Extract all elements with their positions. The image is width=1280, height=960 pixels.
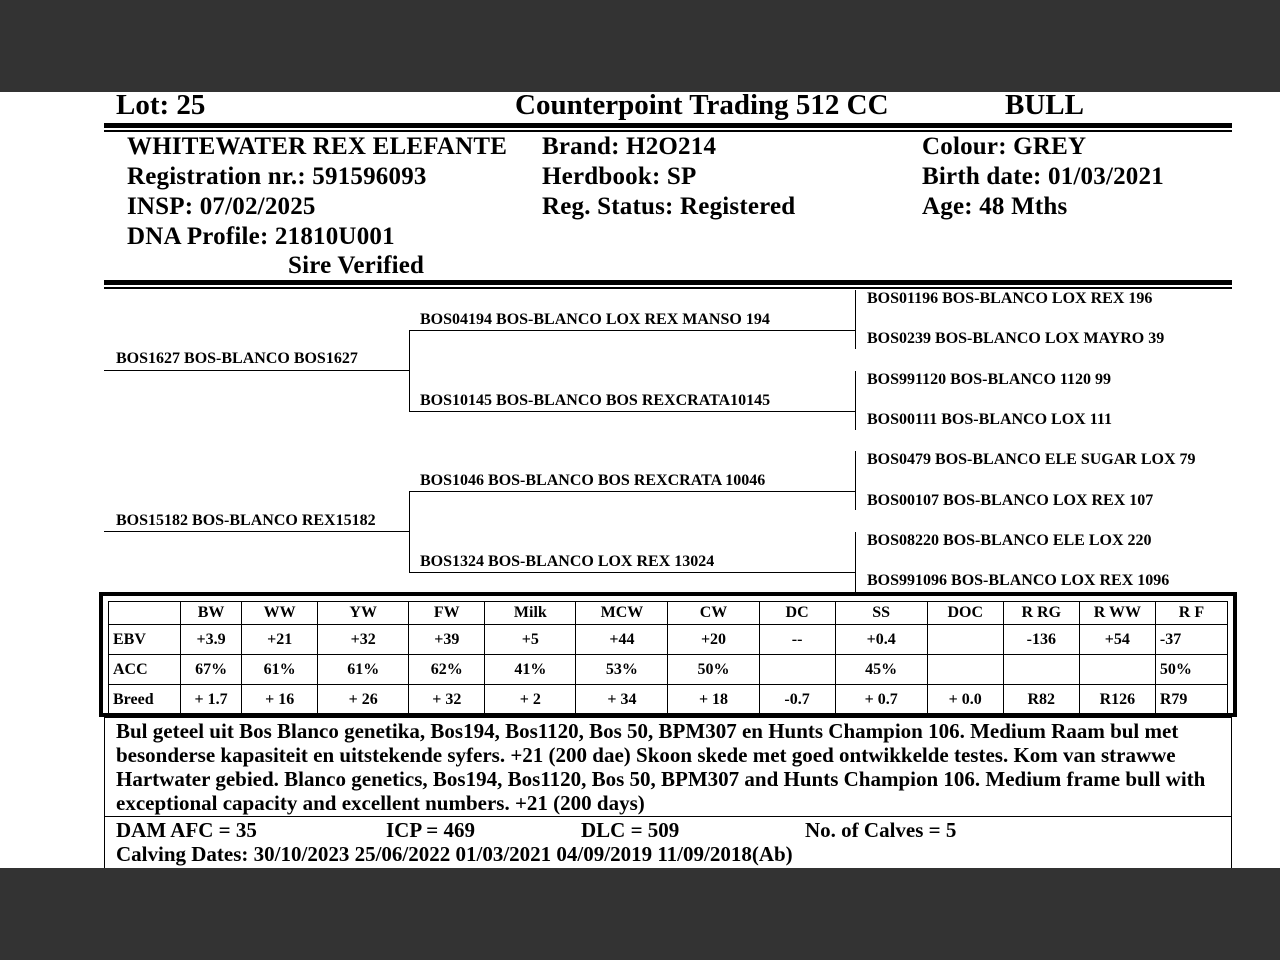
- ebv-table: [108, 601, 1228, 715]
- pedigree-line: [104, 531, 409, 532]
- brand: Brand: H2O214: [542, 133, 717, 160]
- ebv-row-label: Breed: [109, 685, 181, 715]
- ebv-column-header: MCW: [576, 602, 668, 625]
- description-text: Bul geteel uit Bos Blanco genetika, Bos194, Bos1120, Bos 50, BPM307 en Hunts Champion 106. Medium Raam bul met besonderse kapasiteit en uitstekende syfers. +21 (200 dae) Skoon skede met goed ontwikkelde testes. Kom van strawwe Hartwater gebied. Blanco genetics, Bos194, Bos1120, Bos 50, BPM307 and Hunts Champion 106. Medium frame bull with exceptional capacity and excellent numbers. +21 (200 days): [104, 717, 1232, 817]
- ebv-cell: +20: [668, 625, 759, 655]
- ebv-cell: 50%: [668, 655, 759, 685]
- ebv-column-header: FW: [409, 602, 485, 625]
- ebv-column-header: BW: [181, 602, 242, 625]
- pedigree-line: [409, 330, 856, 331]
- pedigree-great-grandparent: BOS991096 BOS-BLANCO LOX REX 1096: [867, 572, 1170, 589]
- ebv-row-label: EBV: [109, 625, 181, 655]
- ebv-cell: +0.4: [835, 625, 927, 655]
- number-of-calves: No. of Calves = 5: [805, 818, 957, 842]
- colour: Colour: GREY: [922, 133, 1087, 160]
- ebv-cell: + 34: [576, 685, 668, 715]
- pedigree-dam-dam: BOS1324 BOS-BLANCO LOX REX 13024: [420, 553, 715, 570]
- lot-label: [116, 92, 205, 120]
- ebv-cell: 41%: [485, 655, 576, 685]
- ebv-cell: + 18: [668, 685, 759, 715]
- ebv-cell: [927, 655, 1003, 685]
- pedigree-line: [409, 491, 410, 573]
- ebv-cell: [759, 655, 835, 685]
- ebv-cell: 62%: [409, 655, 485, 685]
- ebv-column-header: Milk: [485, 602, 576, 625]
- ebv-cell: + 0.7: [835, 685, 927, 715]
- calving-dates: Calving Dates: 30/10/2023 25/06/2022 01/03/2021 04/09/2019 11/09/2018(Ab): [116, 842, 793, 866]
- pedigree-sire-sire: BOS04194 BOS-BLANCO LOX REX MANSO 194: [420, 311, 770, 328]
- ebv-cell: + 16: [242, 685, 318, 715]
- lot-number: 25: [176, 92, 206, 121]
- ebv-cell: + 0.0: [927, 685, 1003, 715]
- dna-profile: DNA Profile: 21810U001: [127, 223, 395, 250]
- animal-category: BULL: [1005, 92, 1084, 121]
- ebv-column-header: R WW: [1079, 602, 1155, 625]
- dam-stats: [104, 816, 1232, 868]
- pedigree-line: [409, 491, 856, 492]
- info-rule: [104, 280, 1232, 285]
- ebv-cell: 61%: [318, 655, 409, 685]
- ebv-cell: +3.9: [181, 625, 242, 655]
- dam-afc: DAM AFC = 35: [116, 818, 257, 842]
- pedigree-line: [855, 371, 856, 430]
- ebv-cell: +39: [409, 625, 485, 655]
- ebv-cell: -0.7: [759, 685, 835, 715]
- info-rule-thin: [104, 287, 1232, 289]
- pedigree-great-grandparent: BOS01196 BOS-BLANCO LOX REX 196: [867, 290, 1153, 307]
- ebv-column-header: DOC: [927, 602, 1003, 625]
- ebv-cell: R79: [1155, 685, 1227, 715]
- pedigree-line: [409, 330, 410, 412]
- age: Age: 48 Mths: [922, 193, 1068, 220]
- ebv-cell: + 26: [318, 685, 409, 715]
- ebv-table-frame: [99, 592, 1237, 717]
- ebv-cell: +54: [1079, 625, 1155, 655]
- ebv-cell: +21: [242, 625, 318, 655]
- ebv-cell: 53%: [576, 655, 668, 685]
- birth-date: Birth date: 01/03/2021: [922, 163, 1164, 190]
- registration-number: Registration nr.: 591596093: [127, 163, 427, 190]
- ebv-cell: 67%: [181, 655, 242, 685]
- ebv-cell: [1003, 655, 1079, 685]
- ebv-cell: R82: [1003, 685, 1079, 715]
- ebv-cell: + 32: [409, 685, 485, 715]
- animal-name: WHITEWATER REX ELEFANTE: [127, 133, 508, 160]
- ebv-cell: --: [759, 625, 835, 655]
- pedigree-great-grandparent: BOS08220 BOS-BLANCO ELE LOX 220: [867, 532, 1152, 549]
- pedigree-line: [104, 370, 409, 371]
- dlc: DLC = 509: [581, 818, 680, 842]
- pedigree-great-grandparent: BOS991120 BOS-BLANCO 1120 99: [867, 371, 1112, 388]
- pedigree-line: [855, 532, 856, 592]
- pedigree-dam-sire: BOS1046 BOS-BLANCO BOS REXCRATA 10046: [420, 472, 766, 489]
- ebv-cell: 50%: [1155, 655, 1227, 685]
- pedigree-dam: BOS15182 BOS-BLANCO REX15182: [116, 512, 376, 529]
- herdbook: Herdbook: SP: [542, 163, 697, 190]
- ebv-column-header: CW: [668, 602, 759, 625]
- pedigree-line: [409, 411, 856, 412]
- ebv-column-header: [109, 602, 181, 625]
- sire-verified: Sire Verified: [288, 252, 425, 279]
- icp: ICP = 469: [386, 818, 475, 842]
- ebv-cell: + 1.7: [181, 685, 242, 715]
- ebv-column-header: R F: [1155, 602, 1227, 625]
- ebv-row-label: ACC: [109, 655, 181, 685]
- ebv-row: [109, 625, 1228, 655]
- ebv-cell: 61%: [242, 655, 318, 685]
- ebv-row: [109, 685, 1228, 715]
- ebv-cell: -37: [1155, 625, 1227, 655]
- ebv-cell: 45%: [835, 655, 927, 685]
- ebv-column-header: SS: [835, 602, 927, 625]
- ebv-cell: [1079, 655, 1155, 685]
- ebv-column-header: YW: [318, 602, 409, 625]
- header-rule: [104, 123, 1232, 128]
- registration-status: Reg. Status: Registered: [542, 193, 796, 220]
- lot-label-text: Lot:: [116, 92, 170, 121]
- ebv-cell: + 2: [485, 685, 576, 715]
- ebv-column-header: WW: [242, 602, 318, 625]
- pedigree-great-grandparent: BOS00111 BOS-BLANCO LOX 111: [867, 411, 1112, 428]
- ebv-header-row: [109, 602, 1228, 625]
- ebv-cell: +5: [485, 625, 576, 655]
- pedigree-great-grandparent: BOS0239 BOS-BLANCO LOX MAYRO 39: [867, 330, 1165, 347]
- seller-name: Counterpoint Trading 512 CC: [515, 92, 889, 121]
- catalogue-page: [0, 92, 1280, 868]
- pedigree-sire: BOS1627 BOS-BLANCO BOS1627: [116, 350, 358, 367]
- inspection-date: INSP: 07/02/2025: [127, 193, 316, 220]
- ebv-cell: -136: [1003, 625, 1079, 655]
- pedigree-line: [855, 451, 856, 510]
- ebv-cell: [927, 625, 1003, 655]
- pedigree-sire-dam: BOS10145 BOS-BLANCO BOS REXCRATA10145: [420, 392, 771, 409]
- ebv-cell: R126: [1079, 685, 1155, 715]
- ebv-column-header: DC: [759, 602, 835, 625]
- ebv-cell: +32: [318, 625, 409, 655]
- pedigree-line: [409, 572, 856, 573]
- ebv-row: [109, 655, 1228, 685]
- pedigree-great-grandparent: BOS0479 BOS-BLANCO ELE SUGAR LOX 79: [867, 451, 1196, 468]
- ebv-cell: +44: [576, 625, 668, 655]
- pedigree-great-grandparent: BOS00107 BOS-BLANCO LOX REX 107: [867, 492, 1154, 509]
- ebv-column-header: R RG: [1003, 602, 1079, 625]
- pedigree-line: [855, 290, 856, 349]
